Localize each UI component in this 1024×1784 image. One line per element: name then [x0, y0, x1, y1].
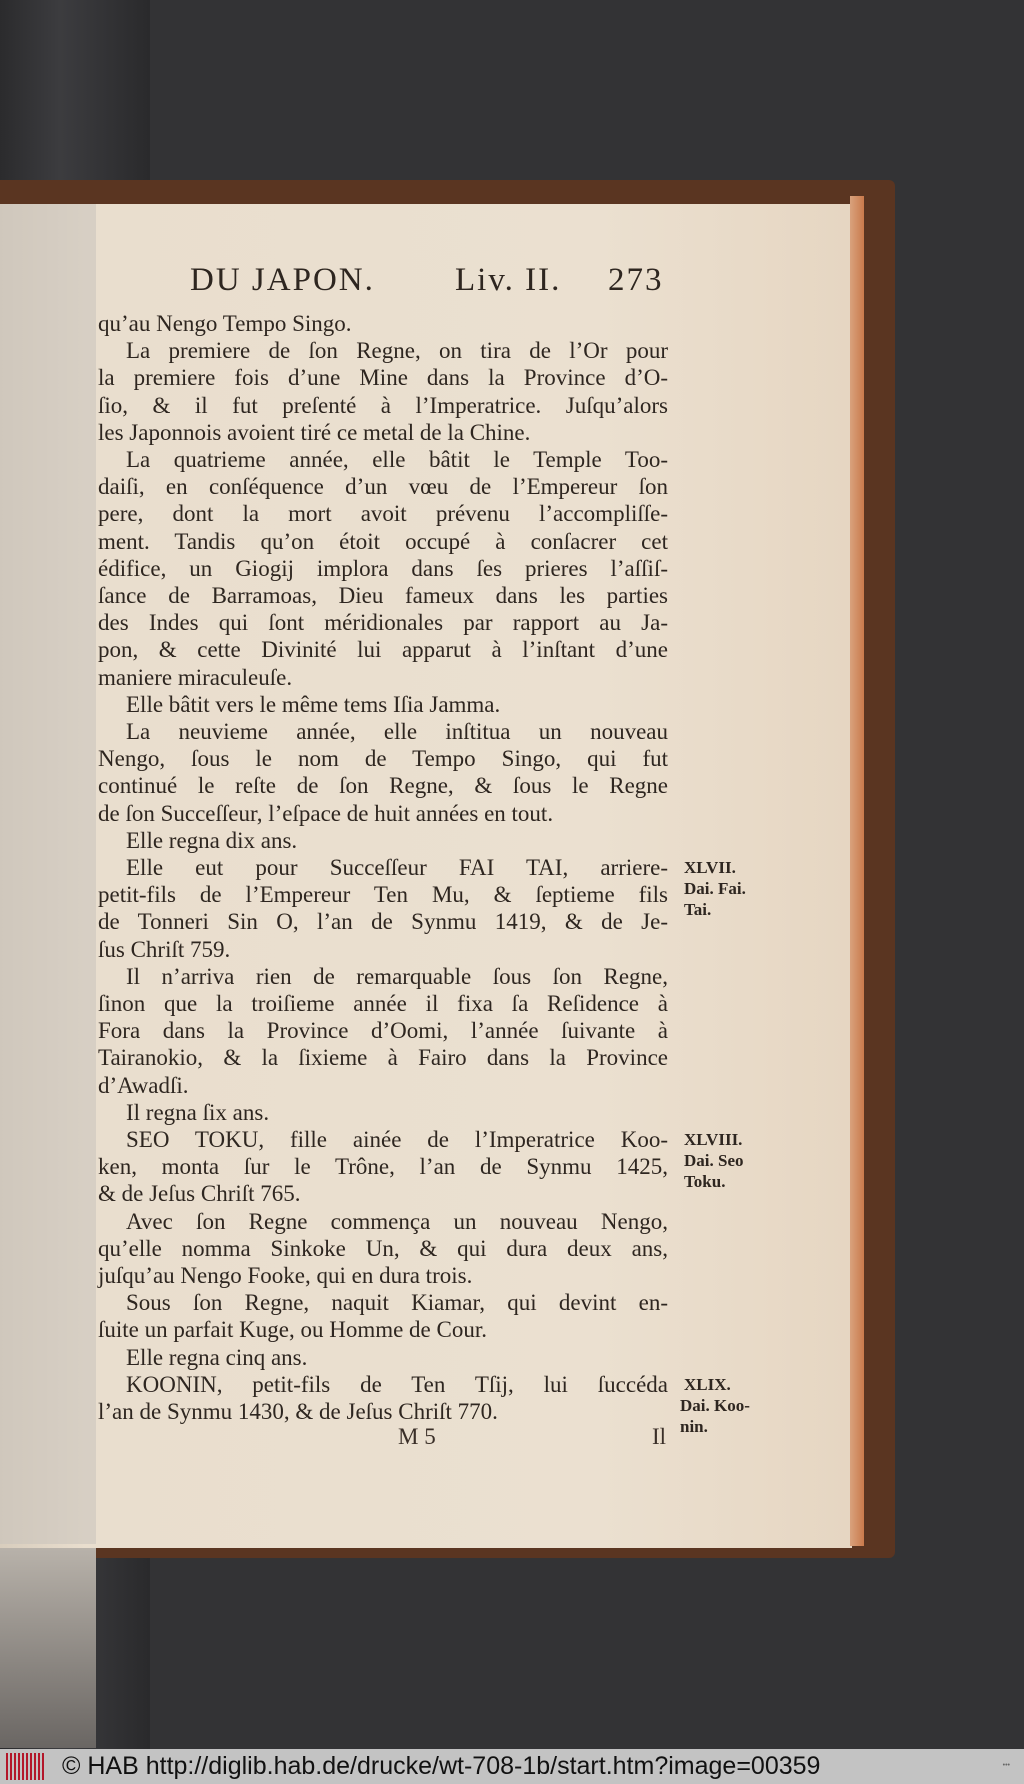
text-line: ſio, & il fut preſenté à l’Imperatrice. Juſqu’alors	[98, 392, 668, 418]
facing-page-strip	[0, 204, 96, 1544]
text-line: continué le reſte de ſon Regne, & ſous le Regne	[98, 773, 668, 799]
text-line: petit-fils de l’Empereur Ten Mu, & ſeptieme fils	[98, 882, 668, 908]
margin-note: XLIX.	[684, 1374, 731, 1394]
text-line: maniere miraculeuſe.	[98, 664, 293, 690]
text-line: qu’elle nomma Sinkoke Un, & qui dura deux ans,	[98, 1235, 668, 1261]
text-line: Fora dans la Province d’Oomi, l’année ſuivante à	[98, 1018, 668, 1044]
copyright-url[interactable]: © HAB http://diglib.hab.de/drucke/wt-708-1b/start.htm?image=00359	[62, 1752, 821, 1780]
text-line: SEO TOKU, fille ainée de l’Imperatrice Koo-	[126, 1127, 668, 1152]
text-line: édifice, un Giogij implora dans ſes prieres l’aſſiſ-	[98, 555, 668, 581]
text-line: Nengo, ſous le nom de Tempo Singo, qui fut	[98, 746, 668, 772]
text-line: ken, monta ſur le Trône, l’an de Synmu 1425,	[98, 1154, 668, 1180]
text-line: d’Awadſi.	[98, 1072, 189, 1098]
text-line: juſqu’au Nengo Fooke, qui en dura trois.	[98, 1263, 473, 1288]
text-line: Sous ſon Regne, naquit Kiamar, qui devint en-	[126, 1290, 668, 1316]
margin-note: XLVIII.	[684, 1130, 743, 1149]
margin-note: Tai.	[684, 900, 712, 919]
facing-page-corner	[0, 1548, 96, 1748]
margin-note: Dai. Koo-	[680, 1395, 750, 1415]
text-line: de ſon Succeſſeur, l’eſpace de huit années en tout.	[98, 800, 554, 826]
margin-note: XLVII.	[684, 858, 736, 877]
text-line: les Japonnois avoient tiré ce metal de la Chine.	[98, 419, 531, 445]
text-line: de Tonneri Sin O, l’an de Synmu 1419, & de Je-	[98, 909, 668, 935]
text-line: Avec ſon Regne commença un nouveau Nengo,	[126, 1208, 668, 1234]
page-number: 273	[608, 262, 664, 298]
text-line: La neuvieme année, elle inſtitua un nouveau	[126, 719, 668, 744]
text-line: daiſi, en conſéquence d’un vœu de l’Empereur ſon	[98, 474, 668, 500]
text-line: Elle regna dix ans.	[126, 827, 298, 853]
text-line: KOONIN, petit-fils de Ten Tſij, lui ſuccéda	[126, 1371, 668, 1397]
running-title: DU JAPON.	[190, 262, 375, 298]
text-line: Elle regna cinq ans.	[126, 1344, 308, 1370]
text-line: qu’au Nengo Tempo Singo.	[98, 311, 352, 336]
page-edge	[850, 196, 864, 1546]
text-line: Elle bâtit vers le même tems Iſia Jamma.	[126, 691, 501, 717]
catchword: Il	[652, 1424, 667, 1449]
text-line: ſuite un parfait Kuge, ou Homme de Cour.	[98, 1317, 488, 1343]
text-line: ment. Tandis qu’on étoit occupé à conſacrer cet	[98, 528, 668, 554]
text-line: Tairanokio, & la ſixieme à Fairo dans la Province	[98, 1045, 668, 1071]
text-line: La premiere de ſon Regne, on tira de l’Or pour	[126, 338, 668, 364]
text-line: La quatrieme année, elle bâtit le Temple Too-	[126, 447, 668, 472]
text-line: ſance de Barramoas, Dieu fameux dans les parties	[98, 583, 668, 608]
margin-note: Dai. Seo	[684, 1151, 744, 1170]
text-line: l’an de Synmu 1430, & de Jeſus Chriſt 770.	[98, 1399, 498, 1424]
signature-mark: M 5	[398, 1424, 436, 1449]
text-line: Elle eut pour Succeſſeur FAI TAI, arriere-	[126, 855, 668, 880]
text-line: pere, dont la mort avoit prévenu l’accompliſſe-	[98, 501, 668, 527]
hab-logo-icon	[6, 1753, 46, 1780]
text-line: Il n’arriva rien de remarquable ſous ſon Regne,	[126, 963, 668, 989]
margin-note: nin.	[680, 1416, 708, 1436]
text-line: & de Jeſus Chriſt 765.	[98, 1181, 301, 1207]
text-line: ſinon que la troiſieme année il fixa ſa Reſidence à	[98, 991, 668, 1016]
text-line: ſus Chriſt 759.	[98, 936, 231, 962]
margin-note: Dai. Fai.	[684, 879, 746, 898]
menu-dots-icon[interactable]: •••	[1002, 1762, 1010, 1769]
margin-note: Toku.	[684, 1172, 726, 1191]
footer-bar	[0, 1749, 1024, 1784]
text-line: des Indes qui ſont méridionales par rapport au Ja-	[98, 610, 668, 636]
book-number: Liv. II.	[455, 262, 562, 298]
text-line: Il regna ſix ans.	[126, 1099, 270, 1125]
text-line: pon, & cette Divinité lui apparut à l’inſtant d’une	[98, 637, 668, 663]
text-line: la premiere fois d’une Mine dans la Province d’O-	[98, 365, 668, 391]
